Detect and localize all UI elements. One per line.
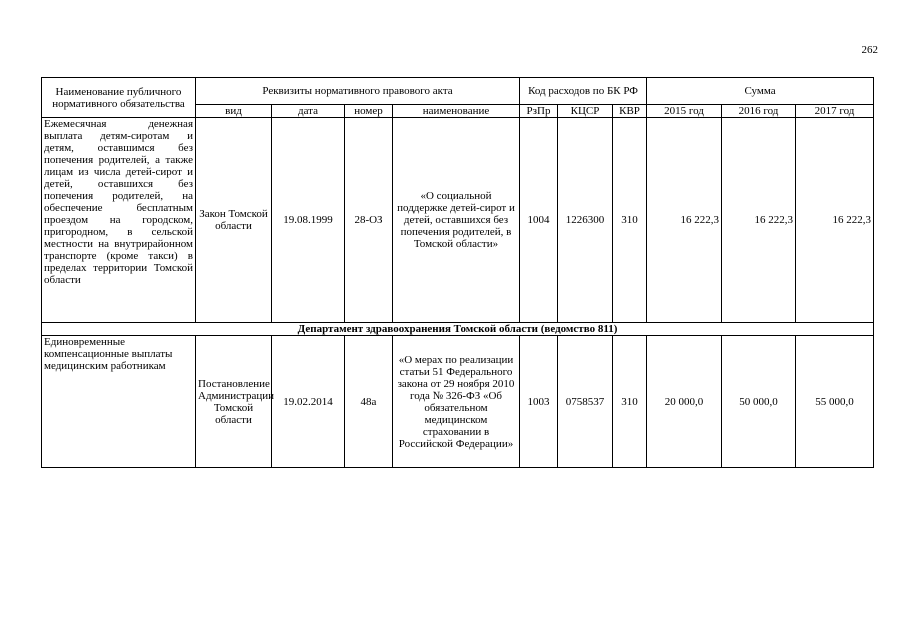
sum-2017: 55 000,0 xyxy=(796,336,874,468)
obligations-table xyxy=(41,77,874,468)
code-kvr: 310 xyxy=(613,118,647,323)
header-number: номер xyxy=(345,105,393,118)
header-rzpr: РзПр xyxy=(520,105,558,118)
table-row xyxy=(42,336,874,468)
header-kvr: КВР xyxy=(613,105,647,118)
header-requisites: Реквизиты нормативного правового акта xyxy=(196,78,520,105)
sum-2015: 16 222,3 xyxy=(647,118,722,323)
header-act-name: наименование xyxy=(393,105,520,118)
act-type: Закон Томской области xyxy=(196,118,272,323)
page-number: 262 xyxy=(861,44,878,56)
act-date: 19.02.2014 xyxy=(272,336,345,468)
header-2017: 2017 год xyxy=(796,105,874,118)
header-date: дата xyxy=(272,105,345,118)
act-type: Постановление Администрации Томской области xyxy=(196,336,272,468)
header-codes: Код расходов по БК РФ xyxy=(520,78,647,105)
act-title: «О социальной поддержке детей-сирот и детей, оставшихся без попечения родителей, в Томской области» xyxy=(393,118,520,323)
table-row xyxy=(42,118,874,323)
department-row xyxy=(42,323,874,336)
sum-2016: 16 222,3 xyxy=(722,118,796,323)
sum-2016: 50 000,0 xyxy=(722,336,796,468)
sum-2015: 20 000,0 xyxy=(647,336,722,468)
obligation-name: Единовременные компенсационные выплаты медицинским работникам xyxy=(42,336,196,468)
header-vid: вид xyxy=(196,105,272,118)
code-rzpr: 1003 xyxy=(520,336,558,468)
code-rzpr: 1004 xyxy=(520,118,558,323)
header-kcsr: КЦСР xyxy=(558,105,613,118)
header-2015: 2015 год xyxy=(647,105,722,118)
header-sum: Сумма xyxy=(647,78,874,105)
act-date: 19.08.1999 xyxy=(272,118,345,323)
act-title: «О мерах по реализации статьи 51 Федерального закона от 29 ноября 2010 года № 326-ФЗ «Об обязательном медицинском страховании в Российской Федерации» xyxy=(393,336,520,468)
code-kcsr: 0758537 xyxy=(558,336,613,468)
code-kvr: 310 xyxy=(613,336,647,468)
department-title: Департамент здравоохранения Томской области (ведомство 811) xyxy=(42,323,874,336)
header-2016: 2016 год xyxy=(722,105,796,118)
header-name: Наименование публичного нормативного обязательства xyxy=(42,78,196,118)
header-row-1 xyxy=(42,78,874,105)
sum-2017: 16 222,3 xyxy=(796,118,874,323)
code-kcsr: 1226300 xyxy=(558,118,613,323)
obligation-name: Ежемесячная денежная выплата детям-сиротам и детям, оставшимся без попечения родителей, а также лицам из числа детей-сирот и детей, оставшихся без попечения родителей, на обеспечение бесплатным проездом на городском, пригородном, в сельской местности на внутрирайонном транспорте (кроме такси) в пределах территории Томской области xyxy=(42,118,196,323)
act-number: 48а xyxy=(345,336,393,468)
act-number: 28-ОЗ xyxy=(345,118,393,323)
